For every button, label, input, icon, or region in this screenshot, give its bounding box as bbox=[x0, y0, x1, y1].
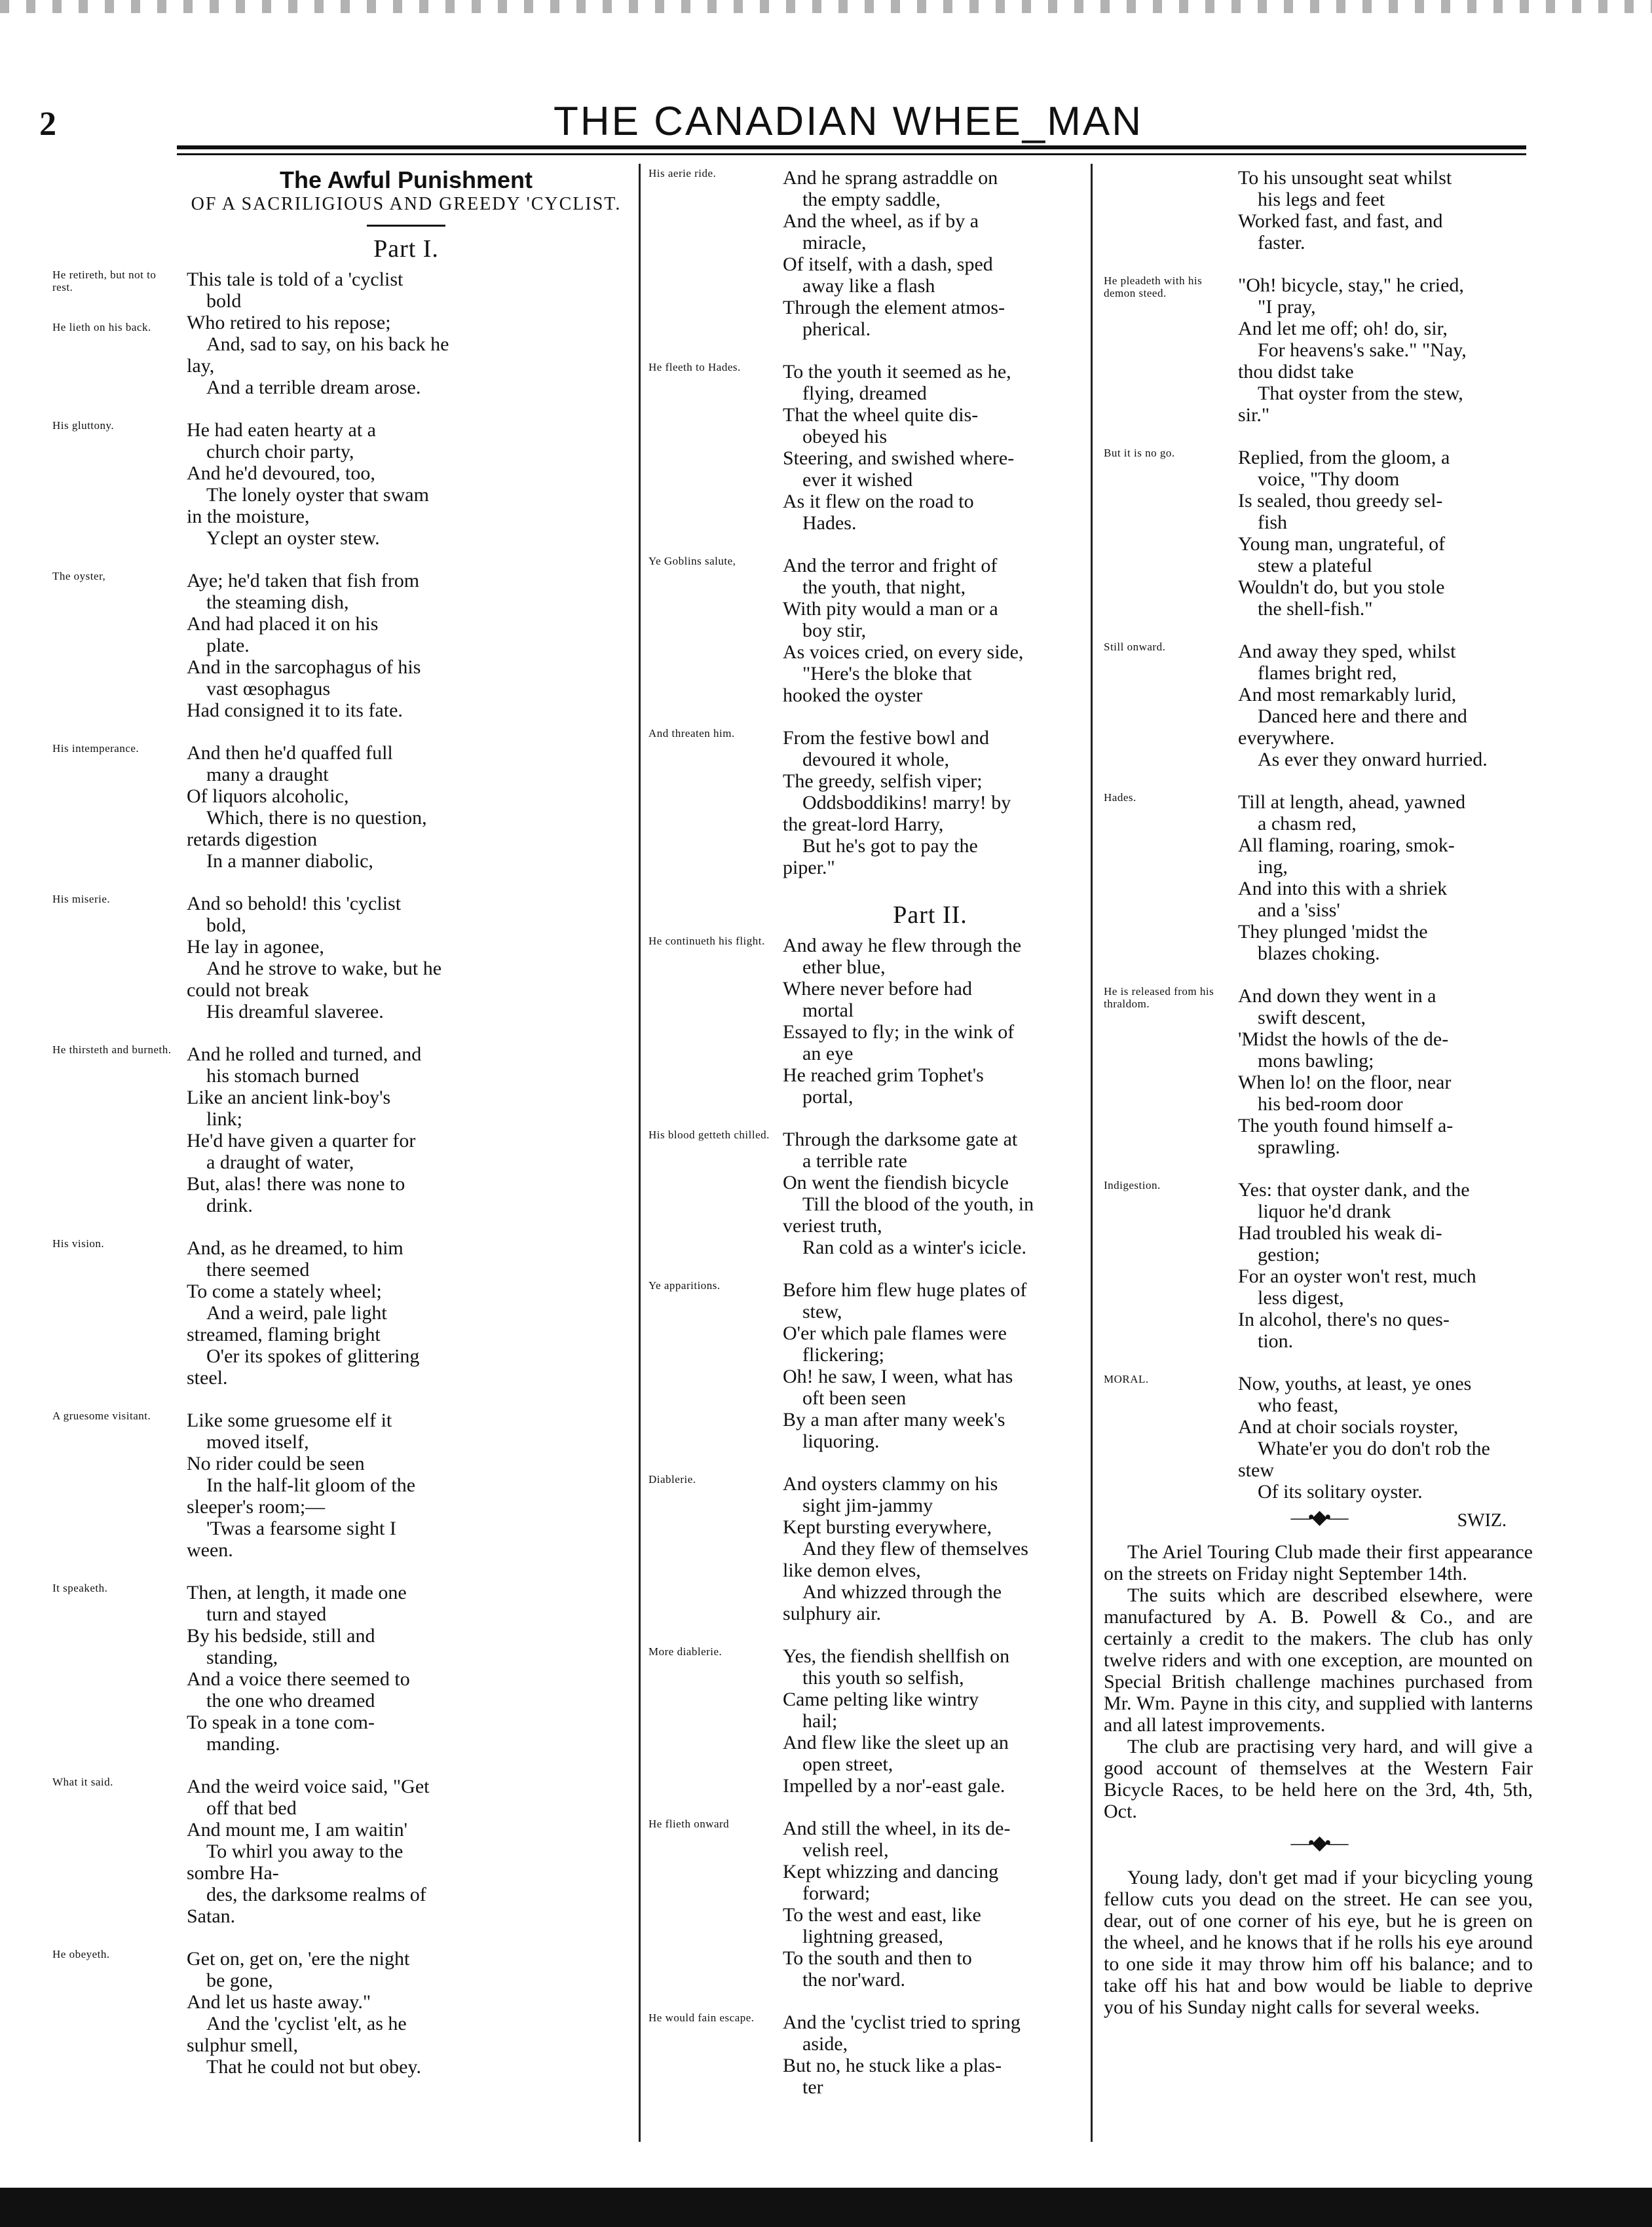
poem-stanzas bbox=[648, 935, 1078, 2098]
margin-gloss: And threaten him. bbox=[648, 727, 735, 739]
scan-edge-top bbox=[0, 0, 1652, 13]
poem-line: Of its solitary oyster. bbox=[1258, 1481, 1423, 1503]
poem-line: hooked the oyster bbox=[783, 684, 923, 706]
margin-gloss: He lieth on his back. bbox=[52, 321, 151, 333]
poem-stanza bbox=[52, 1043, 626, 1216]
poem-line: O'er which pale flames were bbox=[783, 1322, 1007, 1344]
poem-line: To the youth it seemed as he, bbox=[783, 361, 1011, 383]
poem-line: the steaming dish, bbox=[206, 591, 349, 613]
poem-line: in the moisture, bbox=[187, 506, 310, 527]
poem-line: With pity would a man or a bbox=[783, 598, 998, 620]
poem-line: ever it wished bbox=[802, 469, 913, 491]
poem-line: Yes: that oyster dank, and the bbox=[1238, 1179, 1470, 1201]
poem-line: Is sealed, thou greedy sel- bbox=[1238, 490, 1443, 512]
poem-line: Get on, get on, 'ere the night bbox=[187, 1948, 410, 1970]
margin-gloss: He fleeth to Hades. bbox=[648, 361, 741, 373]
poem-line: stew, bbox=[802, 1301, 842, 1322]
poem-line: And still the wheel, in its de- bbox=[783, 1818, 1011, 1839]
story-title: The Awful Punishment bbox=[279, 166, 533, 193]
poem-stanza bbox=[648, 361, 1078, 534]
poem-line: Young man, ungrateful, of bbox=[1238, 533, 1446, 555]
poem-line: flying, dreamed bbox=[802, 383, 927, 404]
poem-line: Now, youths, at least, ye ones bbox=[1238, 1373, 1472, 1394]
poem-line: 'Twas a fearsome sight I bbox=[206, 1518, 396, 1539]
poem-line: Yclept an oyster stew. bbox=[206, 527, 380, 549]
poem-line: Wouldn't do, but you stole bbox=[1238, 576, 1445, 598]
poem-line: miracle, bbox=[802, 232, 867, 253]
poem-line: And away they sped, whilst bbox=[1238, 641, 1456, 662]
poem-line: stew a plateful bbox=[1258, 555, 1372, 576]
poem-line: That the wheel quite dis- bbox=[783, 404, 979, 426]
margin-gloss: He is released from his thraldom. bbox=[1104, 985, 1214, 1010]
poem-line: In alcohol, there's no ques- bbox=[1238, 1309, 1450, 1330]
poem-line: the shell-fish." bbox=[1258, 598, 1373, 620]
poem-line: O'er its spokes of glittering bbox=[206, 1345, 420, 1367]
poem-line: his bed-room door bbox=[1258, 1093, 1403, 1115]
poem-line: Aye; he'd taken that fish from bbox=[187, 570, 420, 591]
poem-stanza bbox=[648, 935, 1078, 1108]
margin-gloss: He obeyeth. bbox=[52, 1948, 110, 1960]
poem-line: vast œsophagus bbox=[206, 678, 331, 700]
poem-line: veriest truth, bbox=[783, 1215, 882, 1237]
poem-stanza bbox=[1104, 791, 1533, 964]
poem-line: He had eaten hearty at a bbox=[187, 419, 376, 441]
poem-line: the one who dreamed bbox=[206, 1690, 375, 1712]
poem-line: bold bbox=[206, 290, 242, 312]
scan-edge-bottom bbox=[0, 2168, 1652, 2227]
poem-line: "Here's the bloke that bbox=[802, 663, 972, 684]
margin-gloss: His intemperance. bbox=[52, 742, 140, 755]
poem-line: plate. bbox=[206, 635, 250, 656]
poem-line: And he rolled and turned, and bbox=[187, 1043, 422, 1065]
poem-stanza bbox=[52, 1776, 626, 1927]
poem-line: ether blue, bbox=[802, 956, 886, 978]
poem-stanza bbox=[52, 1410, 626, 1561]
poem-stanza bbox=[648, 1129, 1078, 1258]
poem-line: And he sprang astraddle on bbox=[783, 167, 998, 189]
poem-stanza bbox=[648, 167, 1078, 340]
poem-line: oft been seen bbox=[802, 1387, 907, 1409]
poem-line: And mount me, I am waitin' bbox=[187, 1819, 408, 1841]
poem-line: Kept whizzing and dancing bbox=[783, 1861, 999, 1882]
poem-line: sprawling. bbox=[1258, 1136, 1340, 1158]
poem-line: swift descent, bbox=[1258, 1007, 1366, 1028]
ornament-divider: —•◆•— bbox=[1290, 1506, 1346, 1528]
poem-line: And oysters clammy on his bbox=[783, 1473, 998, 1495]
poem-line: piper." bbox=[783, 857, 835, 878]
poem-stanza bbox=[1104, 1179, 1533, 1352]
poem-line: his legs and feet bbox=[1258, 189, 1385, 210]
poem-line: To come a stately wheel; bbox=[187, 1281, 382, 1302]
poem-stanza bbox=[648, 727, 1078, 878]
poem-line: Where never before had bbox=[783, 978, 972, 1000]
poem-line: And down they went in a bbox=[1238, 985, 1436, 1007]
poem-line: velish reel, bbox=[802, 1839, 889, 1861]
poem-line: Hades. bbox=[802, 512, 857, 534]
column-2 bbox=[648, 167, 1078, 2119]
ornament-divider: —•◆•— bbox=[1290, 1832, 1346, 1854]
poem-line: pherical. bbox=[802, 318, 871, 340]
margin-gloss: More diablerie. bbox=[648, 1645, 723, 1658]
part-heading: Part II. bbox=[893, 901, 967, 929]
poem-line: He'd have given a quarter for bbox=[187, 1130, 416, 1151]
poem-line: By a man after many week's bbox=[783, 1409, 1005, 1431]
poem-line: Till the blood of the youth, in bbox=[802, 1193, 1034, 1215]
poem-line: sombre Ha- bbox=[187, 1862, 279, 1884]
poem-stanzas bbox=[1104, 167, 1533, 1503]
article-paragraph: The suits which are described elsewhere, were manufactured by A. B. Powell & Co., and are certainly a credit to the makers. The club has only twelve riders and with one exception, are mounted on Special British challenge machines purchased from Mr. Wm. Payne in this city, and supplied with lanterns and all latest improvements. bbox=[1104, 1584, 1533, 1736]
poem-stanza bbox=[648, 1645, 1078, 1797]
poem-line: sleeper's room;— bbox=[187, 1496, 326, 1518]
news-articles bbox=[1104, 1497, 1533, 2018]
margin-gloss: The oyster, bbox=[52, 570, 106, 582]
poem-line: And at choir socials royster, bbox=[1238, 1416, 1459, 1438]
column-1 bbox=[52, 166, 626, 2099]
poem-line: everywhere. bbox=[1238, 727, 1335, 749]
poem-line: the nor'ward. bbox=[802, 1969, 906, 1991]
poem-line: like demon elves, bbox=[783, 1560, 921, 1581]
poem-line: hail; bbox=[802, 1710, 838, 1732]
poem-line: Oh! he saw, I ween, what has bbox=[783, 1366, 1013, 1387]
poem-line: And into this with a shriek bbox=[1238, 878, 1448, 899]
poem-stanzas bbox=[52, 269, 626, 2078]
poem-stanza bbox=[52, 1948, 626, 2078]
poem-line: And in the sarcophagus of his bbox=[187, 656, 421, 678]
poem-line: No rider could be seen bbox=[187, 1453, 365, 1474]
poem-line: The greedy, selfish viper; bbox=[783, 770, 983, 792]
poem-line: lightning greased, bbox=[802, 1926, 943, 1947]
poem-line: From the festive bowl and bbox=[783, 727, 989, 749]
margin-gloss: MORAL. bbox=[1104, 1373, 1149, 1385]
poem-line: In the half-lit gloom of the bbox=[206, 1474, 416, 1496]
poem-line: Essayed to fly; in the wink of bbox=[783, 1021, 1015, 1043]
poem-line: blazes choking. bbox=[1258, 943, 1380, 964]
poem-line: the empty saddle, bbox=[802, 189, 941, 210]
poem-line: And, as he dreamed, to him bbox=[187, 1237, 404, 1259]
poem-line: Worked fast, and fast, and bbox=[1238, 210, 1443, 232]
poem-line: voice, "Thy doom bbox=[1258, 468, 1400, 490]
poem-line: ing, bbox=[1258, 856, 1288, 878]
poem-line: Steering, and swished where- bbox=[783, 447, 1015, 469]
poem-line: who feast, bbox=[1258, 1394, 1339, 1416]
margin-gloss: He retireth, but not to rest. bbox=[52, 269, 157, 293]
poem-line: Whate'er you do don't rob the bbox=[1258, 1438, 1490, 1459]
poem-line: Like an ancient link-boy's bbox=[187, 1087, 391, 1108]
poem-line: off that bed bbox=[206, 1797, 297, 1819]
poem-line: liquoring. bbox=[802, 1431, 880, 1452]
poem-line: Of itself, with a dash, sped bbox=[783, 253, 993, 275]
poem-line: "I pray, bbox=[1258, 296, 1316, 318]
poem-line: His dreamful slaveree. bbox=[206, 1001, 384, 1022]
part-heading: Part I. bbox=[373, 235, 439, 263]
poem-line: aside, bbox=[802, 2033, 848, 2055]
poem-line: devoured it whole, bbox=[802, 749, 950, 770]
poem-line: And the wheel, as if by a bbox=[783, 210, 979, 232]
poem-line: And, sad to say, on his back he bbox=[206, 333, 449, 355]
poem-stanza bbox=[1104, 447, 1533, 620]
poem-line: his stomach burned bbox=[206, 1065, 360, 1087]
poem-line: forward; bbox=[802, 1882, 871, 1904]
margin-gloss: But it is no go. bbox=[1104, 447, 1175, 459]
poem-line: Impelled by a nor'-east gale. bbox=[783, 1775, 1005, 1797]
poem-line: Which, there is no question, bbox=[206, 807, 427, 829]
poem-line: Through the element atmos- bbox=[783, 297, 1005, 318]
margin-gloss: His aerie ride. bbox=[648, 167, 717, 179]
poem-line: The lonely oyster that swam bbox=[206, 484, 429, 506]
poem-stanza bbox=[1104, 1373, 1533, 1503]
poem-line: less digest, bbox=[1258, 1287, 1344, 1309]
column-divider bbox=[639, 164, 641, 2142]
margin-gloss: It speaketh. bbox=[52, 1582, 108, 1594]
margin-gloss: He pleadeth with his demon steed. bbox=[1104, 274, 1203, 299]
poem-line: To whirl you away to the bbox=[206, 1841, 404, 1862]
poem-stanza bbox=[1104, 641, 1533, 770]
margin-gloss: He would fain escape. bbox=[648, 2012, 755, 2024]
poem-line: mons bawling; bbox=[1258, 1050, 1374, 1072]
poem-line: mortal bbox=[802, 1000, 854, 1021]
poem-line: Had troubled his weak di- bbox=[1238, 1222, 1442, 1244]
poem-line: Through the darksome gate at bbox=[783, 1129, 1018, 1150]
poem-line: retards digestion bbox=[187, 829, 318, 850]
poem-line: liquor he'd drank bbox=[1258, 1201, 1391, 1222]
poem-line: And most remarkably lurid, bbox=[1238, 684, 1457, 705]
poem-line: They plunged 'midst the bbox=[1238, 921, 1428, 943]
poem-line: But, alas! there was none to bbox=[187, 1173, 405, 1195]
poem-line: a terrible rate bbox=[802, 1150, 907, 1172]
poem-stanza bbox=[648, 1818, 1078, 1991]
poem-line: an eye bbox=[802, 1043, 854, 1064]
margin-gloss: Ye apparitions. bbox=[648, 1279, 721, 1292]
poem-line: sulphury air. bbox=[783, 1603, 881, 1624]
poem-line: On went the fiendish bicycle bbox=[783, 1172, 1009, 1193]
article-paragraph: The club are practising very hard, and will give a good account of themselves at the Western Fair Bicycle Races, to be held here on the 3rd, 4th, 5th, Oct. bbox=[1104, 1736, 1533, 1822]
poem-stanza bbox=[648, 555, 1078, 706]
poem-line: drink. bbox=[206, 1195, 253, 1216]
poem-line: obeyed his bbox=[802, 426, 888, 447]
poem-line: As ever they onward hurried. bbox=[1258, 749, 1488, 770]
poem-line: "Oh! bicycle, stay," he cried, bbox=[1238, 274, 1464, 296]
poem-line: ter bbox=[802, 2076, 823, 2098]
poem-line: And a terrible dream arose. bbox=[206, 377, 421, 398]
poem-line: sight jim-jammy bbox=[802, 1495, 933, 1516]
poem-line: And had placed it on his bbox=[187, 613, 379, 635]
poem-line: And the weird voice said, "Get bbox=[187, 1776, 430, 1797]
poem-line: portal, bbox=[802, 1086, 854, 1108]
poem-line: And whizzed through the bbox=[802, 1581, 1002, 1603]
poem-line: For an oyster won't rest, much bbox=[1238, 1265, 1476, 1287]
poem-line: By his bedside, still and bbox=[187, 1625, 375, 1647]
poem-line: ween. bbox=[187, 1539, 233, 1561]
poem-line: bold, bbox=[206, 914, 246, 936]
article-paragraph: Young lady, don't get mad if your bicycling young fellow cuts you dead on the street. He can see you, dear, out of one corner of his eye, but he is green on the wheel, and he knows that if he rolls his eye around to one side it may throw him off his balance; and to take off his hat and bow would be liable to deprive you of his Sunday night calls for several weeks. bbox=[1104, 1867, 1533, 2018]
margin-gloss: He thirsteth and burneth. bbox=[52, 1043, 172, 1056]
poem-line: be gone, bbox=[206, 1970, 273, 1991]
poem-line: And then he'd quaffed full bbox=[187, 742, 393, 764]
poem-line: As voices cried, on every side, bbox=[783, 641, 1024, 663]
poem-line: And he strove to wake, but he bbox=[206, 958, 442, 979]
poem-line: standing, bbox=[206, 1647, 278, 1668]
poem-line: Satan. bbox=[187, 1905, 236, 1927]
poem-line: To speak in a tone com- bbox=[187, 1712, 375, 1733]
poem-line: This tale is told of a 'cyclist bbox=[187, 269, 404, 290]
poem-stanza bbox=[1238, 167, 1533, 253]
poem-line: and a 'siss' bbox=[1258, 899, 1340, 921]
poem-line: And he'd devoured, too, bbox=[187, 462, 375, 484]
poem-line: Replied, from the gloom, a bbox=[1238, 447, 1450, 468]
page-number: 2 bbox=[39, 105, 56, 143]
poem-line: the youth, that night, bbox=[802, 576, 966, 598]
poem-line: link; bbox=[206, 1108, 243, 1130]
title-rule bbox=[367, 225, 445, 227]
poem-stanza bbox=[1104, 985, 1533, 1158]
poem-line: Till at length, ahead, yawned bbox=[1238, 791, 1466, 813]
poem-line: sir." bbox=[1238, 404, 1270, 426]
poem-line: And the 'cyclist tried to spring bbox=[783, 2012, 1021, 2033]
margin-gloss: He continueth his flight. bbox=[648, 935, 765, 947]
poem-stanza bbox=[52, 1582, 626, 1755]
poem-line: Had consigned it to its fate. bbox=[187, 700, 403, 721]
story-subtitle: OF A SACRILIGIOUS AND GREEDY 'CYCLIST. bbox=[191, 194, 622, 214]
newspaper-title: THE CANADIAN WHEE_MAN bbox=[553, 99, 1144, 144]
article-paragraph: The Ariel Touring Club made their first appearance on the streets on Friday night September 14th. bbox=[1104, 1541, 1533, 1584]
poem-signature: SWIZ. bbox=[1457, 1510, 1507, 1531]
poem-line: fish bbox=[1258, 512, 1287, 533]
poem-line: He reached grim Tophet's bbox=[783, 1064, 984, 1086]
poem-line: And a weird, pale light bbox=[206, 1302, 387, 1324]
poem-line: Who retired to his repose; bbox=[187, 312, 391, 333]
margin-gloss: His blood getteth chilled. bbox=[648, 1129, 770, 1141]
poem-stanza bbox=[1104, 274, 1533, 426]
margin-gloss: Diablerie. bbox=[648, 1473, 696, 1486]
margin-gloss: Hades. bbox=[1104, 791, 1136, 804]
poem-line: stew bbox=[1238, 1459, 1274, 1481]
poem-stanza bbox=[52, 419, 626, 549]
poem-line: des, the darksome realms of bbox=[206, 1884, 426, 1905]
poem-line: 'Midst the howls of the de- bbox=[1238, 1028, 1449, 1050]
poem-line: steel. bbox=[187, 1367, 228, 1389]
poem-line: Danced here and there and bbox=[1258, 705, 1467, 727]
poem-line: But no, he stuck like a plas- bbox=[783, 2055, 1002, 2076]
poem-line: Of liquors alcoholic, bbox=[187, 785, 349, 807]
poem-line: And so behold! this 'cyclist bbox=[187, 893, 402, 914]
poem-line: All flaming, roaring, smok- bbox=[1238, 834, 1455, 856]
poem-line: Like some gruesome elf it bbox=[187, 1410, 392, 1431]
poem-line: this youth so selfish, bbox=[802, 1667, 964, 1689]
poem-line: As it flew on the road to bbox=[783, 491, 974, 512]
poem-line: Ran cold as a winter's icicle. bbox=[802, 1237, 1026, 1258]
poem-line: streamed, flaming bright bbox=[187, 1324, 381, 1345]
margin-gloss: He flieth onward bbox=[648, 1818, 730, 1830]
poem-stanza bbox=[52, 1237, 626, 1389]
poem-line: Oddsboddikins! marry! by bbox=[802, 792, 1011, 814]
poem-line: And they flew of themselves bbox=[802, 1538, 1028, 1560]
poem-line: Then, at length, it made one bbox=[187, 1582, 407, 1603]
poem-line: And a voice there seemed to bbox=[187, 1668, 410, 1690]
poem-stanza bbox=[52, 742, 626, 872]
poem-line: faster. bbox=[1258, 232, 1305, 253]
poem-line: flickering; bbox=[802, 1344, 884, 1366]
poem-line: gestion; bbox=[1258, 1244, 1320, 1265]
poem-line: many a draught bbox=[206, 764, 329, 785]
poem-line: manding. bbox=[206, 1733, 280, 1755]
poem-line: moved itself, bbox=[206, 1431, 309, 1453]
poem-line: flames bright red, bbox=[1258, 662, 1397, 684]
poem-line: Kept bursting everywhere, bbox=[783, 1516, 992, 1538]
masthead bbox=[157, 98, 1539, 151]
poem-line: The youth found himself a- bbox=[1238, 1115, 1454, 1136]
poem-line: turn and stayed bbox=[206, 1603, 327, 1625]
poem-line: For heavens's sake." "Nay, bbox=[1258, 339, 1467, 361]
margin-gloss: Still onward. bbox=[1104, 641, 1166, 653]
masthead-rule bbox=[177, 145, 1526, 149]
poem-line: open street, bbox=[802, 1753, 893, 1775]
poem-line: tion. bbox=[1258, 1330, 1294, 1352]
margin-gloss: His vision. bbox=[52, 1237, 105, 1250]
poem-stanza bbox=[52, 570, 626, 721]
poem-line: In a manner diabolic, bbox=[206, 850, 373, 872]
poem-line: could not break bbox=[187, 979, 309, 1001]
poem-line: the great-lord Harry, bbox=[783, 814, 944, 835]
column-divider bbox=[1091, 164, 1093, 2142]
margin-gloss: A gruesome visitant. bbox=[52, 1410, 151, 1422]
poem-line: church choir party, bbox=[206, 441, 354, 462]
poem-line: Came pelting like wintry bbox=[783, 1689, 979, 1710]
poem-line: lay, bbox=[187, 355, 215, 377]
margin-gloss: His gluttony. bbox=[52, 419, 115, 432]
poem-line: He lay in agonee, bbox=[187, 936, 324, 958]
poem-line: But he's got to pay the bbox=[802, 835, 978, 857]
poem-line: And let us haste away." bbox=[187, 1991, 371, 2013]
poem-stanza bbox=[648, 1473, 1078, 1624]
poem-stanza bbox=[648, 2012, 1078, 2098]
poem-line: And away he flew through the bbox=[783, 935, 1022, 956]
poem-line: To the west and east, like bbox=[783, 1904, 981, 1926]
poem-line: Yes, the fiendish shellfish on bbox=[783, 1645, 1010, 1667]
poem-line: And flew like the sleet up an bbox=[783, 1732, 1009, 1753]
poem-stanza bbox=[52, 893, 626, 1022]
poem-line: That oyster from the stew, bbox=[1258, 383, 1463, 404]
margin-gloss: What it said. bbox=[52, 1776, 113, 1788]
poem-line: To his unsought seat whilst bbox=[1238, 167, 1452, 189]
poem-line: away like a flash bbox=[802, 275, 935, 297]
poem-line: Before him flew huge plates of bbox=[783, 1279, 1027, 1301]
poem-stanza bbox=[648, 1279, 1078, 1452]
poem-line: a draught of water, bbox=[206, 1151, 354, 1173]
poem-line: And let me off; oh! do, sir, bbox=[1238, 318, 1448, 339]
poem-line: boy stir, bbox=[802, 620, 867, 641]
column-3 bbox=[1104, 167, 1533, 1544]
poem-line: sulphur smell, bbox=[187, 2034, 298, 2056]
poem-line: there seemed bbox=[206, 1259, 310, 1281]
margin-gloss: His miserie. bbox=[52, 893, 111, 905]
poem-line: And the terror and fright of bbox=[783, 555, 998, 576]
poem-line: And the 'cyclist 'elt, as he bbox=[206, 2013, 407, 2034]
poem-stanzas bbox=[648, 167, 1078, 878]
poem-line: To the south and then to bbox=[783, 1947, 972, 1969]
poem-line: When lo! on the floor, near bbox=[1238, 1072, 1452, 1093]
poem-line: thou didst take bbox=[1238, 361, 1354, 383]
margin-gloss: Ye Goblins salute, bbox=[648, 555, 736, 567]
masthead-rule-thin bbox=[177, 153, 1526, 155]
poem-line: That he could not but obey. bbox=[206, 2056, 421, 2078]
poem-line: a chasm red, bbox=[1258, 813, 1357, 834]
margin-gloss: Indigestion. bbox=[1104, 1179, 1161, 1191]
